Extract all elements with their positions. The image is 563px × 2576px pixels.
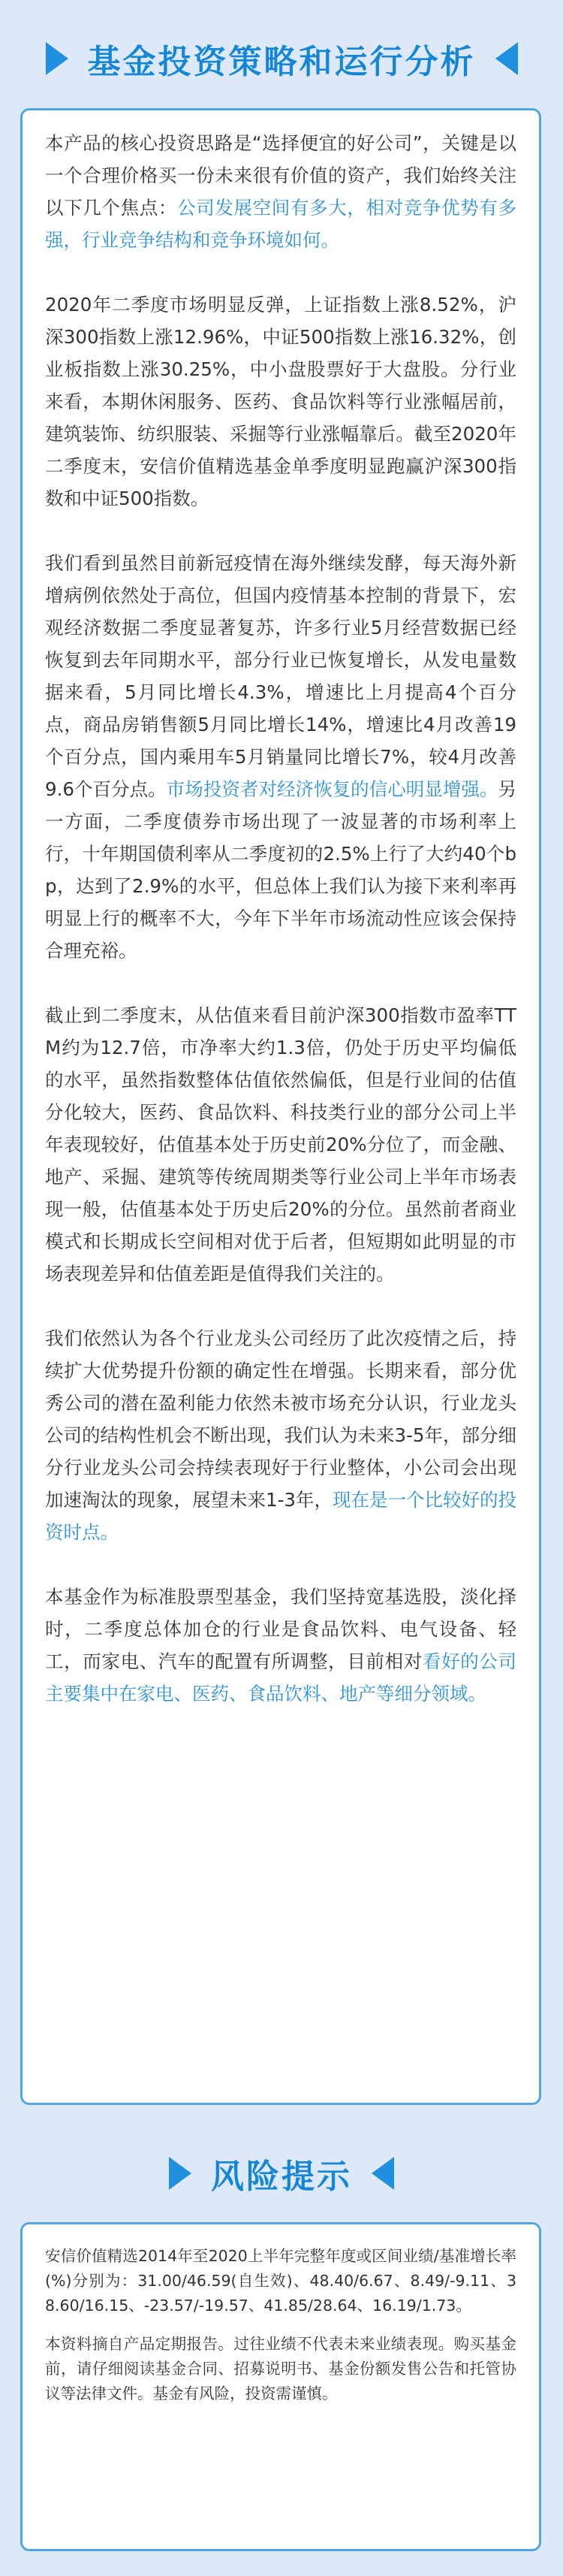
chevron-left-icon [495,42,518,75]
highlighted-text: 现在是一个比较好的投资时点。 [45,1489,517,1543]
risk-disclosure-card [20,2222,541,2551]
analysis-paragraph-p5 [45,1322,516,1548]
chevron-left-icon [372,2157,394,2190]
analysis-paragraph-p2 [45,288,516,515]
risk-paragraph-r1: 安信价值精选2014年至2020上半年完整年度或区间业绩/基准增长率(%)分别为：31.00/46.59(自生效)、48.40/6.67、8.49/-9.11、38.60/16.15、-23.57/-19.57、41.85/28.64、16.19/1.73。 [45,2247,516,2315]
risk-paragraphs [45,2244,516,2406]
strategy-paragraphs [45,127,516,1710]
paragraph-text: 2020年二季度市场明显反弹，上证指数上涨8.52%，沪深300指数上涨12.96%，中证500指数上涨16.32%，创业板指数上涨30.25%，中小盘股票好于大盘股。分行业来看，本期休闲服务、医药、食品饮料等行业涨幅居前，建筑装饰、纺织服装、采掘等行业涨幅靠后。截至2020年二季度末，安信价值精选基金单季度明显跑赢沪深300指数和中证500指数。 [45,294,516,509]
analysis-paragraph-p6 [45,1581,516,1710]
highlighted-text: 市场投资者对经济恢复的信心明显增强。 [166,778,498,800]
paragraph-text: 截止到二季度末，从估值来看目前沪深300指数市盈率TTM约为12.7倍，市净率大约1.3倍，仍处于历史平均偏低的水平，虽然指数整体估值依然偏低，但是行业间的估值分化较大，医药、食品饮料、科技类行业的部分公司上半年表现较好，估值基本处于历史前20%分位了，而金融、地产、采掘、建筑等传统周期类等行业公司上半年市场表现一般，估值基本处于历史后20%的分位。虽然前者商业模式和长期成长空间相对优于后者，但短期如此明显的市场表现差异和估值差距是值得我们关注的。 [45,1004,516,1285]
chevron-right-icon [46,42,68,75]
paragraph-text: 我们依然认为各个行业龙头公司经历了此次疫情之后，持续扩大优势提升份额的确定性在增强。长期来看，部分优秀公司的潜在盈利能力依然未被市场充分认识，行业龙头公司的结构性机会不断出现，我们认为未来3-5年，部分细分行业龙头公司会持续表现好于行业整体，小公司会出现加速淘汰的现象，展望未来1-3年， [45,1327,517,1511]
analysis-paragraph-p4 [45,999,516,1290]
analysis-paragraph-p3 [45,547,516,967]
paragraph-text: 我们看到虽然目前新冠疫情在海外继续发酵，每天海外新增病例依然处于高位，但国内疫情基本控制的背景下，宏观经济数据二季度显著复苏，许多行业5月经营数据已经恢复到去年同期水平，部分行业已恢复增长，从发电量数据来看，5月同比增长4.3%，增速比上月提高4个百分点，商品房销售额5月同比增长14%，增速比4月改善19个百分点，国内乘用车5月销量同比增长7%，较4月改善9.6个百分点。 [45,552,516,800]
risk-section-title: 风险提示 [211,2158,352,2196]
strategy-section-header [0,32,563,86]
analysis-paragraph-p1 [45,127,516,256]
risk-section-header [0,2146,563,2200]
risk-paragraph-r2: 本资料摘自产品定期报告。过往业绩不代表未来业绩表现。购买基金前，请仔细阅读基金合同、招募说明书、基金份额发售公告和托管协议等法律文件。基金有风险，投资需谨慎。 [45,2335,516,2402]
chevron-right-icon [169,2157,191,2190]
strategy-analysis-card [20,108,541,2105]
paragraph-text: 本产品的核心投资思路是“选择便宜的好公司”，关键是以一个合理价格买一份未来很有价值的资产，我们始终关注以下几个焦点： [45,132,516,219]
highlighted-text: 看好的公司主要集中在家电、医药、食品饮料、地产等细分领域。 [45,1650,517,1705]
highlighted-text: 公司发展空间有多大，相对竞争优势有多强，行业竞争结构和竞争环境如何。 [45,197,517,251]
section-title: 基金投资策略和运行分析 [87,43,476,81]
paragraph-text: 本基金作为标准股票型基金，我们坚持宽基选股，淡化择时，二季度总体加仓的行业是食品饮料、电气设备、轻工，而家电、汽车的配置有所调整，目前相对 [45,1586,516,1672]
paragraph-text: 另一方面，二季度债券市场出现了一波显著的市场利率上行，十年期国债利率从二季度初的2.5%上行了大约40个bp，达到了2.9%的水平，但总体上我们认为接下来利率再明显上行的概率不大，今年下半年市场流动性应该会保持合理充裕。 [45,778,517,962]
